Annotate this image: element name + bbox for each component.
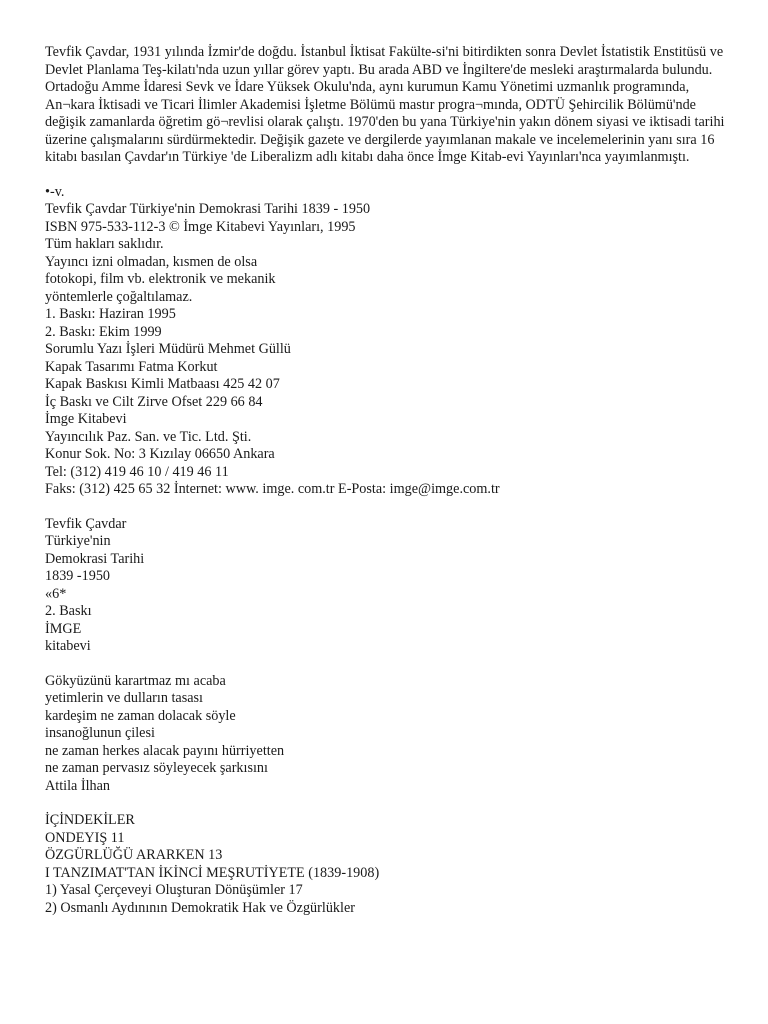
poem-line: ne zaman herkes alacak payını hürriyetten [45, 742, 285, 759]
toc-entry: ÖZGÜRLÜĞÜ ARARKEN 13 [45, 847, 223, 863]
toc-entry: I TANZIMAT'TAN İKİNCİ MEŞRUTİYETE (1839-1908) [45, 864, 380, 881]
copyright-line: yöntemlerle çoğaltılamaz. [45, 288, 193, 305]
toc-heading: İÇİNDEKİLER [45, 812, 135, 828]
title-page-line: 2. Baskı [45, 603, 92, 619]
title-page-line: Tevfik Çavdar [45, 515, 127, 532]
title-page-line: Türkiye'nin [45, 533, 111, 549]
copyright-line: Kapak Baskısı Kimli Matbaası 425 42 07 [45, 376, 280, 392]
title-page-line: İMGE [45, 620, 82, 637]
copyright-line: Yayıncı izni olmadan, kısmen de olsa [45, 253, 258, 270]
document-page [45, 44, 735, 917]
copyright-line: •-v. [45, 183, 65, 200]
copyright-line: Sorumlu Yazı İşleri Müdürü Mehmet Güllü [45, 341, 291, 357]
poem-line: yetimlerin ve dulların tasası [45, 690, 203, 706]
toc-entry: 1) Yasal Çerçeveyi Oluşturan Dönüşümler 17 [45, 882, 303, 898]
copyright-block [45, 184, 735, 499]
title-page-line: «6* [45, 585, 67, 602]
author-bio-paragraph: Tevfik Çavdar, 1931 yılında İzmir'de doğdu. İstanbul İktisat Fakülte-si'ni bitirdikten sonra Devlet İstatistik Enstitüsü ve Devlet Planlama Teş-kilatı'nda uzun yıllar görev yaptı. Bu arada ABD ve İngiltere'de mesleki araştırmalarda bulundu. Ortadoğu Amme İdaresi Sevk ve İdare Yüksek Okulu'nda, aynı kurumun Kamu Yönetimi uzmanlık programında, An¬kara İktisadi ve Ticari İlimler Akademisi İşletme Bölümü mastır progra¬mında, ODTÜ Şehircilik Bölümü'nde değişik zamanlarda öğretim gö¬revlisi olarak çalıştı. 1970'den bu yana Türkiye'nin yakın dönem siyasi ve iktisadi tarihi üzerine çalışmalarını sürdürmektedir. Değişik gazete ve dergilerde yayımlanan makale ve incelemelerinin yanı sıra 16 kitabı basılan Çavdar'ın Türkiye 'de Liberalizm adlı kitabı daha önce İmge Kitab-evi Yayınları'nca yayımlanmıştı. [45, 44, 725, 165]
title-page-line: Demokrasi Tarihi [45, 550, 145, 567]
poem-block [45, 673, 735, 796]
poem-line: Gökyüzünü karartmaz mı acaba [45, 672, 226, 689]
poem-author: Attila İlhan [45, 777, 111, 794]
poem-line: insanoğlunun çilesi [45, 725, 155, 741]
copyright-line: İmge Kitabevi [45, 411, 127, 427]
copyright-line: Tevfik Çavdar Türkiye'nin Demokrasi Tarihi 1839 - 1950 [45, 201, 371, 217]
title-page-line: kitabevi [45, 638, 91, 654]
copyright-line: ISBN 975-533-112-3 © İmge Kitabevi Yayınları, 1995 [45, 218, 356, 235]
copyright-line: Kapak Tasarımı Fatma Korkut [45, 358, 218, 375]
poem-line: ne zaman pervasız söyleyecek şarkısını [45, 760, 268, 776]
table-of-contents [45, 812, 735, 917]
copyright-line: Tüm hakları saklıdır. [45, 236, 164, 252]
copyright-line: Faks: (312) 425 65 32 İnternet: www. imge. com.tr E-Posta: imge@imge.com.tr [45, 481, 500, 497]
title-page-block [45, 516, 735, 656]
copyright-line: 1. Baskı: Haziran 1995 [45, 306, 176, 322]
copyright-line: fotokopi, film vb. elektronik ve mekanik [45, 271, 276, 287]
toc-entry: ONDEYIŞ 11 [45, 829, 125, 846]
copyright-line: Konur Sok. No: 3 Kızılay 06650 Ankara [45, 446, 275, 462]
copyright-line: İç Baskı ve Cilt Zirve Ofset 229 66 84 [45, 393, 263, 410]
copyright-line: 2. Baskı: Ekim 1999 [45, 323, 162, 340]
copyright-line: Yayıncılık Paz. San. ve Tic. Ltd. Şti. [45, 428, 252, 445]
title-page-line: 1839 -1950 [45, 568, 111, 584]
toc-entry: 2) Osmanlı Aydınının Demokratik Hak ve Özgürlükler [45, 899, 355, 916]
copyright-line: Tel: (312) 419 46 10 / 419 46 11 [45, 463, 229, 480]
poem-line: kardeşim ne zaman dolacak söyle [45, 707, 236, 724]
